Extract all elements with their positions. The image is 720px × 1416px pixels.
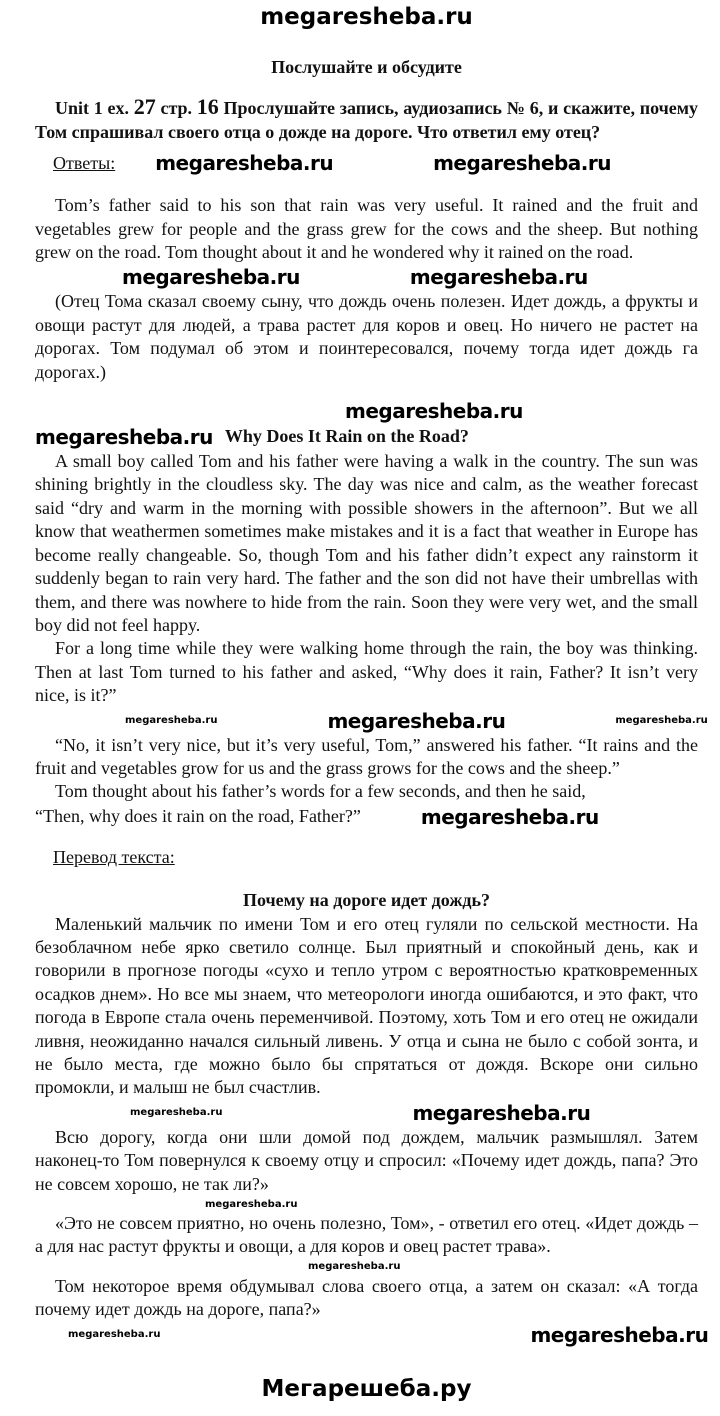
story-paragraph: “Then, why does it rain on the road, Father?” bbox=[35, 806, 361, 827]
story-paragraph-ru: Маленький мальчик по имени Том и его отец гуляли по сельской местности. На безоблачном небе ярко светило солнце. Был приятный и спокойный день, как и говорили в прогнозе погоды «сухо и тепло утром с вероятностью кратковременных осадков днем». Но все мы знаем, что метеорологи иногда ошибаются, и это факт, что погода в Европе стала очень переменчивой. Поэтому, хоть Том и его отец не ожидали ливня, неожиданно начался сильный ливень. У отца и сына не было с собой зонта, и не было места, где можно было бы спрятаться от дождя. Вскоре они сильно промокли, и малыш не был счастлив. bbox=[35, 913, 698, 1098]
story-paragraph: Tom thought about his father’s words for a few seconds, and then he said, bbox=[55, 781, 586, 802]
story-paragraph: For a long time while they were walking home through the rain, the boy was thinking. Then at last Tom turned to his father and asked, “Why does it rain, Father? It isn’t very nice, is it?” bbox=[35, 638, 698, 706]
watermark-row bbox=[35, 1100, 698, 1126]
watermark-row bbox=[35, 1259, 698, 1275]
section-title: Послушайте и обсудите bbox=[271, 57, 462, 77]
page-label: стр. bbox=[160, 98, 193, 119]
watermark: megaresheba.ru bbox=[205, 1198, 298, 1210]
watermark-row bbox=[35, 264, 698, 290]
header-watermark[interactable]: megaresheba.ru bbox=[260, 4, 473, 30]
watermark: megaresheba.ru bbox=[35, 425, 213, 450]
watermark: megaresheba.ru bbox=[420, 804, 599, 829]
story-last-line-row bbox=[35, 804, 698, 830]
story-title-ru: Почему на дороге идет дождь? bbox=[243, 890, 490, 911]
footer-watermark[interactable]: Мегарешеба.ру bbox=[261, 1375, 472, 1402]
footer-row bbox=[35, 1372, 698, 1406]
header-row bbox=[35, 0, 698, 34]
unit-label: Unit 1 ex. bbox=[55, 98, 129, 119]
watermark: megaresheba.ru bbox=[130, 1107, 223, 1119]
story-paragraph-ru: Всю дорогу, когда они шли домой под дождем, мальчик размышлял. Затем наконец-то Том повернулся к своему отцу и спросил: «Почему идет дождь, папа? Это не совсем хорошо, не так ли?» bbox=[35, 1126, 698, 1194]
watermark: megaresheba.ru bbox=[155, 151, 334, 176]
story-paragraph-ru: Том некоторое время обдумывал слова своего отца, а затем он сказал: «А тогда почему идет дождь на дороге, папа?» bbox=[35, 1275, 698, 1320]
watermark: megaresheba.ru bbox=[125, 715, 218, 727]
answers-row bbox=[35, 150, 698, 176]
story-title-en: Why Does It Rain on the Road? bbox=[224, 426, 469, 447]
watermark: megaresheba.ru bbox=[122, 265, 300, 290]
watermark-row bbox=[35, 1322, 709, 1348]
watermark: megaresheba.ru bbox=[433, 151, 611, 176]
story-paragraph-ru: «Это не совсем приятно, но очень полезно, Том», - ответил его отец. «Идет дождь – а для нас растут фрукты и овощи, а для коров и овец растет трава». bbox=[35, 1213, 698, 1257]
story-title-row bbox=[35, 424, 698, 450]
exercise-number: 27 bbox=[133, 94, 156, 120]
story-paragraph: “No, it isn’t very nice, but it’s very useful, Tom,” answered his father. “It rains and the fruit and vegetables grow for us and the grass grows for the cows and the sheep.” bbox=[35, 734, 698, 778]
translation-label: Перевод текста: bbox=[53, 846, 175, 867]
page-number: 16 bbox=[196, 94, 219, 120]
watermark: megaresheba.ru bbox=[409, 265, 588, 290]
watermark: megaresheba.ru bbox=[327, 708, 506, 733]
watermark-row bbox=[35, 708, 708, 734]
story-paragraph: A small boy called Tom and his father were having a walk in the country. The sun was shining brightly in the cloudless sky. The day was nice and calm, as the weather forecast said “dry and warm in the morning with possible showers in the afternoon”. But we all know that weathermen sometimes make mistakes and it is a fact that weather in Europe has become really changeable. So, though Tom and his father didn’t expect any rainstorm it suddenly began to rain very hard. The father and the son did not have their umbrellas with them, and there was nowhere to hide from the rain. Soon they were very wet, and the small boy did not feel happy. bbox=[35, 451, 698, 635]
task-instruction: Прослушайте запись, аудиозапись № 6, и скажите, почему Том спрашивал своего отца о дожде на дороге. Что ответил ему отец? bbox=[35, 98, 699, 142]
watermark-row bbox=[35, 398, 698, 424]
watermark-row bbox=[35, 1196, 698, 1212]
task-text bbox=[35, 95, 698, 144]
watermark: megaresheba.ru bbox=[412, 1100, 591, 1125]
answers-label: Ответы: bbox=[53, 152, 116, 173]
watermark: megaresheba.ru bbox=[345, 399, 523, 424]
answer-russian: (Отец Тома сказал своему сыну, что дождь очень полезен. Идет дождь, а фрукты и овощи растут для людей, а трава растет для коров и овец. Но ничего не растет на дорогах. Том подумал об этом и поинтересовался, почему тогда идет дождь га дорогах.) bbox=[35, 291, 698, 382]
watermark: megaresheba.ru bbox=[530, 1322, 709, 1347]
watermark: megaresheba.ru bbox=[68, 1329, 161, 1341]
watermark: megaresheba.ru bbox=[308, 1261, 401, 1273]
watermark: megaresheba.ru bbox=[615, 715, 708, 727]
answer-english: Tom’s father said to his son that rain was very useful. It rained and the fruit and vegetables grew for people and the grass grew for the cows and the sheep. But nothing grew on the road. Tom thought about it and he wondered why it rained on the road. bbox=[35, 195, 698, 263]
